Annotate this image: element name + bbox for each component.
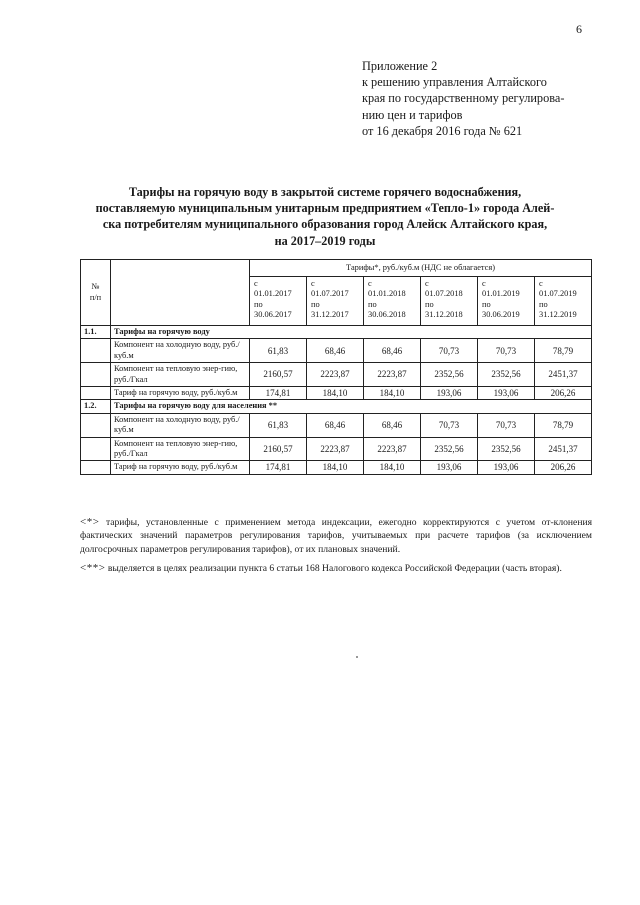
- tariff-value: 68,46: [307, 339, 364, 363]
- period-header: [250, 277, 307, 326]
- header-text: п/п: [89, 292, 102, 302]
- tariff-value: 68,46: [307, 413, 364, 437]
- row-label: Компонент на холодную воду, руб./куб.м: [111, 339, 250, 363]
- period-header: [478, 277, 535, 326]
- tariff-value: 2160,57: [250, 437, 307, 461]
- table-row: [81, 363, 592, 387]
- page-speck: [356, 656, 358, 658]
- footnote-2: [80, 562, 592, 575]
- period-header-line: 31.12.2017: [311, 310, 349, 320]
- tariff-value: 2451,37: [535, 437, 592, 461]
- tariff-value: 184,10: [364, 387, 421, 400]
- period-header-line: 01.01.2019: [482, 289, 520, 299]
- page-number: 6: [576, 22, 582, 36]
- period-header-line: с: [425, 279, 429, 288]
- appendix-line: нию цен и тарифов: [362, 107, 463, 122]
- period-header-line: 01.01.2017: [254, 289, 292, 299]
- period-header-line: 30.06.2018: [368, 310, 406, 320]
- row-number-cell: [81, 363, 111, 387]
- section-title: Тарифы на горячую воду: [111, 326, 592, 339]
- period-header: [421, 277, 478, 326]
- section-row: [81, 326, 592, 339]
- period-header-line: по: [311, 299, 320, 309]
- row-label: Компонент на тепловую энер-гию, руб./Гкал: [111, 363, 250, 387]
- period-header-line: с: [482, 279, 486, 288]
- tariff-value: 2352,56: [478, 437, 535, 461]
- period-header-line: по: [425, 299, 434, 309]
- period-header-line: по: [368, 299, 377, 309]
- title-line: поставляемую муниципальным унитарным предприятием «Тепло-1» города Алей-: [95, 201, 555, 216]
- table-row: [81, 339, 592, 363]
- title-line: Тарифы на горячую воду в закрытой системе горячего водоснабжения,: [128, 185, 522, 199]
- table-row: [81, 387, 592, 400]
- table-row: [81, 461, 592, 474]
- tariff-value: 206,26: [535, 387, 592, 400]
- document-title: [80, 184, 570, 249]
- number-column-header: [81, 260, 111, 326]
- period-header: [307, 277, 364, 326]
- footnote-text: выделяется в целях реализации пункта 6 статьи 168 Налогового кодекса Российской Федерации (часть вторая).: [107, 563, 562, 575]
- row-label: Тариф на горячую воду, руб./куб.м: [111, 461, 250, 474]
- tariff-value: 68,46: [364, 339, 421, 363]
- row-number-cell: [81, 387, 111, 400]
- tariff-value: 2223,87: [307, 363, 364, 387]
- period-header-line: 01.07.2019: [539, 289, 577, 299]
- tariff-value: 2352,56: [478, 363, 535, 387]
- table-row: [81, 437, 592, 461]
- tariff-value: 193,06: [478, 387, 535, 400]
- period-header-line: 30.06.2017: [254, 310, 292, 320]
- tariff-value: 193,06: [478, 461, 535, 474]
- period-header-line: по: [539, 299, 548, 309]
- row-number-cell: [81, 437, 111, 461]
- tariff-value: 61,83: [250, 339, 307, 363]
- tariff-value: 78,79: [535, 339, 592, 363]
- tariff-value: 184,10: [307, 461, 364, 474]
- tariff-value: 184,10: [364, 461, 421, 474]
- period-header-line: 01.01.2018: [368, 289, 406, 299]
- row-number-cell: [81, 461, 111, 474]
- period-header-line: с: [254, 279, 258, 288]
- footnote-text: тарифы, установленные с применением метода индексации, ежегодно корректируются с учетом от-клонения фактических значений параметров регулирования тарифов, учитываемых при расчете тарифов (за исключением долгосрочных параметров регулирования тарифов), от их плановых значений.: [80, 517, 592, 555]
- period-header-line: по: [482, 299, 491, 309]
- tariff-value: 193,06: [421, 387, 478, 400]
- footnote-mark: <**>: [80, 562, 106, 575]
- appendix-line: края по государственному регулирова-: [362, 91, 565, 106]
- section-number: 1.1.: [81, 326, 111, 339]
- tariff-value: 70,73: [421, 413, 478, 437]
- tariff-value: 2352,56: [421, 363, 478, 387]
- period-header-line: с: [311, 279, 315, 288]
- tariff-value: 2223,87: [364, 437, 421, 461]
- tariff-value: 174,81: [250, 461, 307, 474]
- title-line: ска потребителям муниципального образования город Алейск Алтайского края,: [102, 217, 548, 232]
- tariff-value: 2223,87: [364, 363, 421, 387]
- tariff-value: 70,73: [478, 339, 535, 363]
- footnote-1: [80, 516, 592, 556]
- period-header-line: с: [539, 279, 543, 288]
- tariff-value: 206,26: [535, 461, 592, 474]
- tariff-header: Тарифы*, руб./куб.м (НДС не облагается): [250, 260, 592, 277]
- tariff-value: 78,79: [535, 413, 592, 437]
- table-row: [81, 413, 592, 437]
- label-column-header: [111, 260, 250, 326]
- tariff-value: 2223,87: [307, 437, 364, 461]
- footnote-mark: <*>: [80, 516, 100, 528]
- tariff-value: 70,73: [421, 339, 478, 363]
- period-header-line: 01.07.2018: [425, 289, 463, 299]
- title-line: на 2017–2019 годы: [274, 233, 376, 248]
- tariff-value: 61,83: [250, 413, 307, 437]
- header-text: №: [91, 282, 100, 292]
- period-header-line: с: [368, 279, 372, 288]
- tariff-value: 2451,37: [535, 363, 592, 387]
- row-label: Компонент на холодную воду, руб./куб.м: [111, 413, 250, 437]
- appendix-line: Приложение 2: [362, 59, 438, 73]
- tariff-value: 2160,57: [250, 363, 307, 387]
- period-header: [535, 277, 592, 326]
- section-number: 1.2.: [81, 400, 111, 413]
- period-header-line: 30.06.2019: [482, 310, 520, 320]
- period-header-line: 01.07.2017: [311, 289, 349, 299]
- period-header-line: 31.12.2018: [425, 310, 463, 320]
- tariff-value: 193,06: [421, 461, 478, 474]
- tariff-value: 174,81: [250, 387, 307, 400]
- footnotes: [80, 516, 592, 582]
- tariff-value: 68,46: [364, 413, 421, 437]
- tariff-table: [80, 259, 592, 475]
- tariff-value: 70,73: [478, 413, 535, 437]
- appendix-reference: [362, 58, 597, 139]
- period-header-line: 31.12.2019: [539, 310, 577, 320]
- row-label: Компонент на тепловую энер-гию, руб./Гкал: [111, 437, 250, 461]
- row-label: Тариф на горячую воду, руб./куб.м: [111, 387, 250, 400]
- row-number-cell: [81, 413, 111, 437]
- table-header-row: [81, 260, 592, 277]
- section-row: [81, 400, 592, 413]
- appendix-line: к решению управления Алтайского: [362, 75, 547, 90]
- period-header: [364, 277, 421, 326]
- section-title: Тарифы на горячую воду для населения **: [111, 400, 592, 413]
- tariff-value: 2352,56: [421, 437, 478, 461]
- period-header-line: по: [254, 299, 263, 309]
- tariff-value: 184,10: [307, 387, 364, 400]
- row-number-cell: [81, 339, 111, 363]
- appendix-line: от 16 декабря 2016 года № 621: [362, 123, 523, 138]
